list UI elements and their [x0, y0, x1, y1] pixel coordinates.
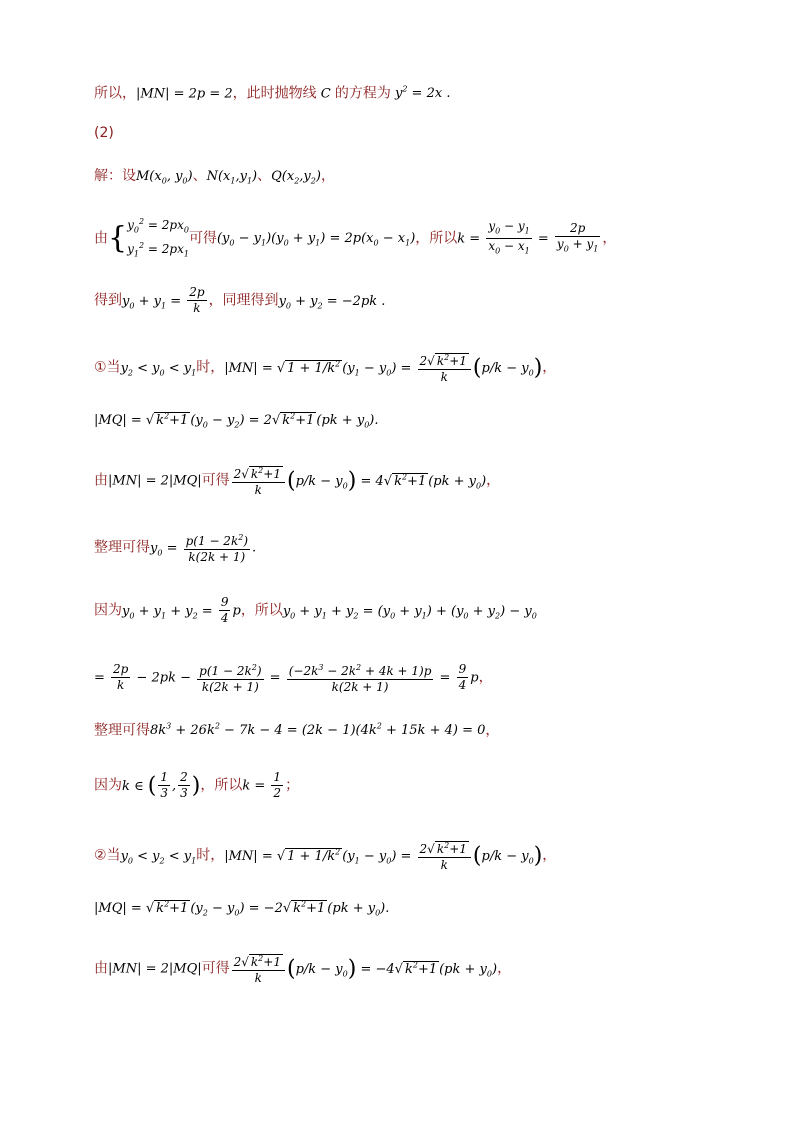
- line-eq-2: 由|MN| = 2|MQ|可得 $\frac{2√ k^2+1}{k}$ $(p/k - y_0) = -4√$ $k^2+1$ $(pk + y_0)$，: [94, 951, 511, 986]
- line-y0: 整理可得$y_0$ = $\frac{p(1 - 2k^2)}{k(2k + 1)}$ .: [94, 530, 256, 565]
- line-system: 由{$y_0^2 = 2px_0$ $y_1^2 = 2px_1$可得$(y_0 - y_1)(y_0 + y_1) = 2p(x_0 - x_1)$，所以k = $\frac{y_0 - y_1}{x_0 - x_1}$ = $\frac{2p}{y_0 + y_1}$ ，: [94, 217, 617, 259]
- line-case1: ①当$y_2 < y_0 < y_1$时，|MN| = √ $1 + 1/k^2$ $(y_1 - y_0)$ = $\frac{2√ k^2+1}{k}$ $(p/k - y_0)$，: [94, 350, 556, 385]
- line-sum: 得到$y_0 + y_1$ = $\frac{2p}{k}$ ，同理得到$y_0 + y_2 = -2pk$ .: [94, 285, 386, 315]
- line-mq-2: |MQ| = √ $k^2+1$ $(y_2 - y_0) = -2√$ $k^2+1$ $(pk + y_0)$.: [94, 900, 390, 918]
- line-case2: ②当$y_0 < y_2 < y_1$时，|MN| = √ $1 + 1/k^2$ $(y_1 - y_0)$ = $\frac{2√ k^2+1}{k}$ $(p/k - y_0)$，: [94, 838, 556, 873]
- line-k-result: 因为k ∈ ( $\frac{1}{3}$ , $\frac{2}{3}$ )，所以k = $\frac{1}{2}$ ；: [94, 770, 300, 800]
- line-result-mn: 所以，|MN| = 2p = 2，此时抛物线 C 的方程为 $y^2 = 2x$ .: [94, 85, 451, 102]
- line-mq-1: |MQ| = √ $k^2+1$ $(y_0 - y_2) = 2√$ $k^2+1$ $(pk + y_0)$.: [94, 412, 379, 430]
- line-eq-1: 由|MN| = 2|MQ|可得 $\frac{2√ k^2+1}{k}$ $(p/k - y_0) = 4√$ $k^2+1$ $(pk + y_0)$，: [94, 463, 500, 498]
- part-label: (2): [94, 125, 114, 141]
- line-setup: 解：设$M(x_0$, $y_0$)、$N(x_1,y_1)$、$Q(x_2,y_2)$，: [94, 168, 335, 186]
- line-expand: = $\frac{2p}{k}$ − 2pk − $\frac{p(1 - 2k^2)}{k(2k + 1)}$ = $\frac{(-2k^3 - 2k^2 + 4k + 1)p}{k(2k + 1)}$ = $\frac{9}{4}$ p，: [94, 662, 493, 694]
- math: |MN| = 2p = 2: [136, 86, 233, 102]
- line-cubic: 整理可得$8k^3 + 26k^2 - 7k - 4 = (2k - 1)(4k^2 + 15k + 4) = 0$，: [94, 722, 500, 739]
- line-sum-total: 因为$y_0 + y_1 + y_2$ = $\frac{9}{4}$ p，所以$y_0 + y_1 + y_2 = (y_0 + y_1) + (y_0 + y_2) - y_0$: [94, 595, 537, 625]
